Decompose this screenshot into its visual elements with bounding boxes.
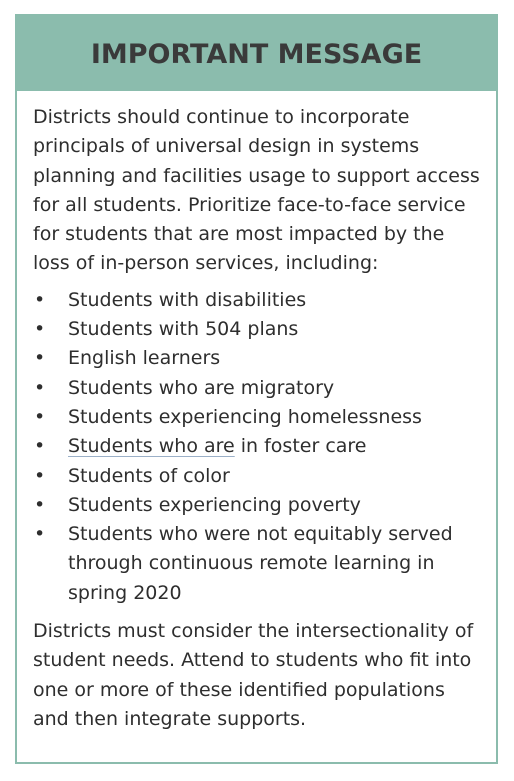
list-item (33, 491, 484, 520)
list-item (33, 374, 484, 403)
list-item (33, 344, 484, 373)
list-item-text: Students of color (68, 464, 230, 487)
bullet-icon: • (34, 493, 46, 516)
list-item-text-underlined: Students who are (68, 435, 235, 458)
bullet-icon: • (34, 435, 46, 458)
list-item (33, 432, 484, 461)
callout-title: IMPORTANT MESSAGE (90, 39, 423, 70)
list-item-text: Students who are migratory (68, 376, 335, 399)
list-item-text: English learners (68, 347, 221, 370)
list-item (33, 520, 484, 608)
list-item-text: Students experiencing poverty (68, 493, 361, 516)
bullet-icon: • (34, 405, 46, 428)
population-list (33, 286, 484, 608)
list-item-text-rest: in foster care (234, 435, 367, 458)
bullet-icon: • (34, 464, 46, 487)
callout-header (17, 16, 496, 91)
intro-paragraph: Districts should continue to incorporate principals of universal design in systems planning and facilities usage to support access for all students. Prioritize face-to-face service for students that are most impacted by the loss of in-person services, including: (33, 106, 480, 275)
list-item (33, 286, 484, 315)
list-item-text: Students with 504 plans (68, 318, 299, 341)
list-item (33, 403, 484, 432)
bullet-icon: • (34, 288, 46, 311)
list-item-text: Students experiencing homelessness (68, 405, 422, 428)
bullet-icon: • (34, 318, 46, 341)
bullet-icon: • (34, 376, 46, 399)
list-item-text: Students with disabilities (68, 288, 307, 311)
bullet-icon: • (34, 347, 46, 370)
important-message-callout (15, 14, 498, 764)
bullet-icon: • (34, 523, 46, 546)
list-item-text: Students who were not equitably served through continuous remote learning in spring 2020 (68, 523, 453, 604)
list-item (33, 315, 484, 344)
closing-paragraph: Districts must consider the intersectionality of student needs. Attend to students who fit into one or more of these identified populations and then integrate supports. (33, 620, 474, 730)
list-item (33, 462, 484, 491)
callout-body (17, 91, 496, 734)
